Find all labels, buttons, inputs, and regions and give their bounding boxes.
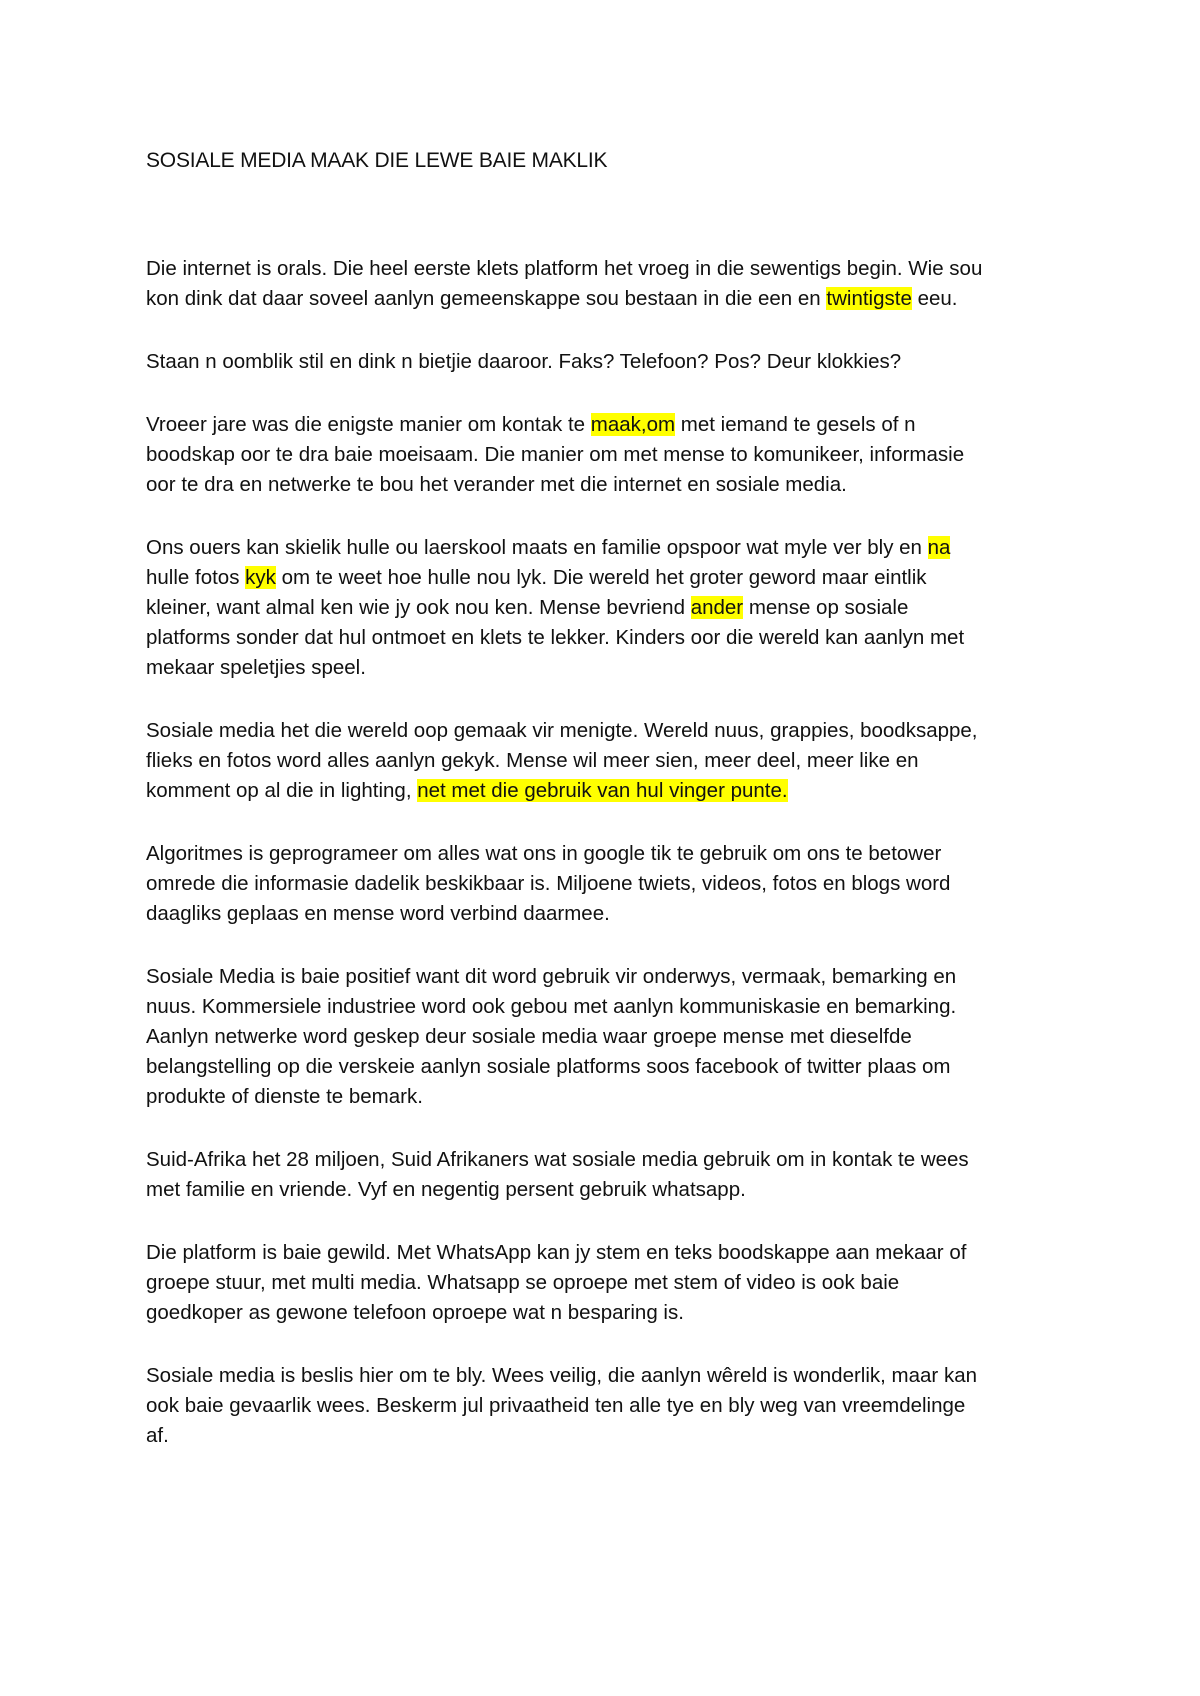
text-segment: Die internet is orals. Die heel eerste klets platform het vroeg in die sewentigs begin. Wie sou [146,257,983,280]
highlighted-text: na [927,536,951,559]
text-segment: Staan n oomblik stil en dink n bietjie daaroor. Faks? Telefoon? Pos? Deur klokkies? [146,350,902,373]
paragraph [146,410,1076,500]
text-line [146,563,1076,593]
text-segment: Vroeer jare was die enigste manier om kontak te [146,413,591,436]
paragraph [146,716,1076,806]
text-line [146,1082,1076,1112]
text-line [146,1268,1076,1298]
text-line [146,1022,1076,1052]
text-segment: groepe stuur, met multi media. Whatsapp se oproepe met stem of video is ook baie [146,1271,900,1294]
text-line [146,623,1076,653]
text-segment: kleiner, want almal ken wie jy ook nou ken. Mense bevriend [146,596,691,619]
text-segment: ook baie gevaarlik wees. Beskerm jul privaatheid ten alle tye en bly weg van vreemdelinge [146,1394,966,1417]
paragraph [146,1145,1076,1205]
text-segment: Sosiale media is beslis hier om te bly. Wees veilig, die aanlyn wêreld is wonderlik, maar kan [146,1364,978,1387]
highlighted-text: kyk [245,566,276,589]
text-line [146,410,1076,440]
text-line [146,1298,1076,1328]
text-line [146,347,1076,377]
text-line [146,1175,1076,1205]
text-segment: flieks en fotos word alles aanlyn gekyk. Mense wil meer sien, meer deel, meer like en [146,749,919,772]
text-line [146,1361,1076,1391]
text-segment: goedkoper as gewone telefoon oproepe wat n besparing is. [146,1301,684,1324]
text-line [146,1421,1076,1451]
text-line [146,1052,1076,1082]
highlighted-text: maak,om [590,413,676,436]
text-segment: Sosiale Media is baie positief want dit word gebruik vir onderwys, vermaak, bemarking en [146,965,957,988]
text-segment: platforms sonder dat hul ontmoet en klets te lekker. Kinders oor die wereld kan aanlyn met [146,626,965,649]
text-line [146,254,1076,284]
text-segment: daagliks geplaas en mense word verbind daarmee. [146,902,610,925]
text-segment: produkte of dienste te bemark. [146,1085,423,1108]
text-line [146,869,1076,899]
text-segment: mense op sosiale [743,596,909,619]
text-line [146,1391,1076,1421]
text-segment: met iemand te gesels of n [675,413,916,436]
document-page [146,146,1076,1484]
text-segment: kon dink dat daar soveel aanlyn gemeenskappe sou bestaan in die een en [146,287,827,310]
highlighted-text: ander [690,596,744,619]
text-line [146,533,1076,563]
highlighted-text: twintigste [826,287,912,310]
highlighted-text: net met die gebruik van hul vinger punte. [417,779,788,802]
paragraph [146,839,1076,929]
paragraph [146,962,1076,1112]
paragraph [146,254,1076,314]
text-line [146,776,1076,806]
document-title: SOSIALE MEDIA MAAK DIE LEWE BAIE MAKLIK [146,149,608,172]
text-segment: af. [146,1424,169,1447]
text-segment: komment op al die in lighting, [146,779,418,802]
paragraph [146,533,1076,683]
text-line [146,1238,1076,1268]
text-segment: om te weet hoe hulle nou lyk. Die wereld het groter geword maar eintlik [275,566,927,589]
text-line [146,716,1076,746]
text-line [146,839,1076,869]
text-segment: oor te dra en netwerke te bou het verander met die internet en sosiale media. [146,473,847,496]
text-segment: met familie en vriende. Vyf en negentig persent gebruik whatsapp. [146,1178,746,1201]
text-line [146,1145,1076,1175]
text-line [146,593,1076,623]
text-line [146,899,1076,929]
text-segment: eeu. [911,287,958,310]
text-segment: Algoritmes is geprogrameer om alles wat ons in google tik te gebruik om ons te betower [146,842,942,865]
text-segment: hulle fotos [146,566,246,589]
text-segment: Ons ouers kan skielik hulle ou laerskool maats en familie opspoor wat myle ver bly en [146,536,928,559]
text-line [146,284,1076,314]
text-line [146,653,1076,683]
text-line [146,962,1076,992]
text-segment: Suid-Afrika het 28 miljoen, Suid Afrikaners wat sosiale media gebruik om in kontak te wees [146,1148,969,1171]
text-line [146,746,1076,776]
paragraph [146,347,1076,377]
text-line [146,470,1076,500]
text-segment: belangstelling op die verskeie aanlyn sosiale platforms soos facebook of twitter plaas om [146,1055,951,1078]
text-segment: boodskap oor te dra baie moeisaam. Die manier om met mense to komunikeer, informasie [146,443,965,466]
text-line [146,992,1076,1022]
text-segment: Die platform is baie gewild. Met WhatsApp kan jy stem en teks boodskappe aan mekaar of [146,1241,967,1264]
text-segment: mekaar speletjies speel. [146,656,366,679]
paragraph [146,1361,1076,1451]
paragraph [146,1238,1076,1328]
text-line [146,440,1076,470]
text-segment: Aanlyn netwerke word geskep deur sosiale media waar groepe mense met dieselfde [146,1025,912,1048]
document-body [146,254,1076,1451]
text-segment: nuus. Kommersiele industriee word ook gebou met aanlyn kommuniskasie en bemarking. [146,995,957,1018]
text-segment: omrede die informasie dadelik beskikbaar is. Miljoene twiets, videos, fotos en blogs word [146,872,951,895]
text-segment: Sosiale media het die wereld oop gemaak vir menigte. Wereld nuus, grappies, boodksappe, [146,719,978,742]
